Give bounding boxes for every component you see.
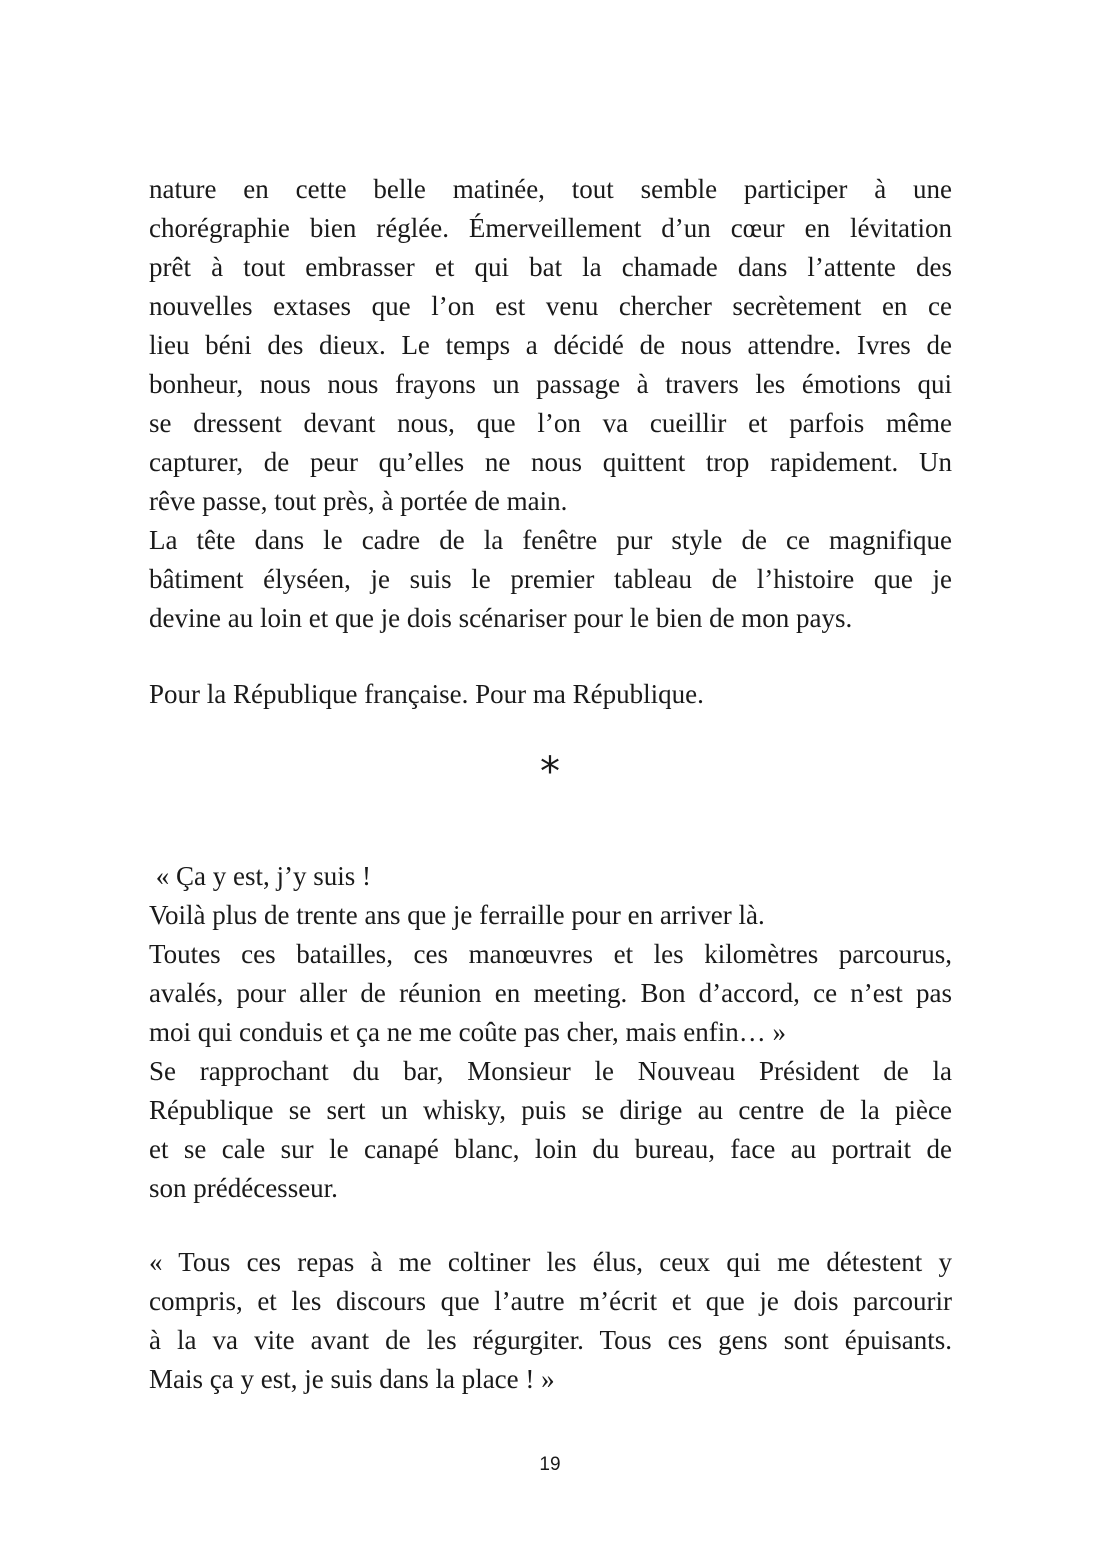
text-line: et se cale sur le canapé blanc, loin du bureau, face au portrait de: [149, 1134, 952, 1164]
text-line: capturer, de peur qu’elles ne nous quittent trop rapidement. Un: [149, 447, 952, 477]
dialogue-meals: [149, 1243, 952, 1399]
body-text-meals: [149, 1243, 952, 1399]
text-line: bonheur, nous nous frayons un passage à travers les émotions qui: [149, 369, 952, 399]
text-line: Toutes ces batailles, ces manœuvres et les kilomètres parcourus,: [149, 939, 952, 969]
text-line: son prédécesseur.: [149, 1173, 338, 1203]
text-line: devine au loin et que je dois scénariser pour le bien de mon pays.: [149, 603, 853, 633]
body-text-top: [149, 170, 952, 638]
text-line: Mais ça y est, je suis dans la place ! »: [149, 1364, 555, 1394]
text-line: rêve passe, tout près, à portée de main.: [149, 486, 568, 516]
text-line: nature en cette belle matinée, tout semble participer à une: [149, 174, 952, 204]
text-line: chorégraphie bien réglée. Émerveillement d’un cœur en lévitation: [149, 213, 952, 243]
page-number: 19: [539, 1454, 561, 1475]
text-line: « Tous ces repas à me coltiner les élus, ceux qui me détestent y: [149, 1247, 952, 1277]
text-line: lieu béni des dieux. Le temps a décidé de nous attendre. Ivres de: [149, 330, 952, 360]
paragraph-republic: Pour la République française. Pour ma République.: [149, 679, 704, 709]
body-text-republic: [149, 675, 952, 714]
paragraph-morning: [149, 170, 952, 521]
text-line: République se sert un whisky, puis se dirige au centre de la pièce: [149, 1095, 952, 1125]
text-line: Voilà plus de trente ans que je ferraille pour en arriver là.: [149, 900, 765, 930]
paragraph-president: [149, 1052, 952, 1208]
paragraph-window: [149, 521, 952, 638]
text-line: prêt à tout embrasser et qui bat la chamade dans l’attente des: [149, 252, 952, 282]
section-separator: *: [540, 749, 560, 795]
text-line: bâtiment élyséen, je suis le premier tableau de l’histoire que je: [149, 564, 952, 594]
text-line: Se rapprochant du bar, Monsieur le Nouveau Président de la: [149, 1056, 952, 1086]
text-line: à la va vite avant de les régurgiter. Tous ces gens sont épuisants.: [149, 1325, 952, 1355]
text-line: La tête dans le cadre de la fenêtre pur style de ce magnifique: [149, 525, 952, 555]
text-line: se dressent devant nous, que l’on va cueillir et parfois même: [149, 408, 952, 438]
body-text-dialogue: [149, 857, 952, 1208]
text-line: compris, et les discours que l’autre m’écrit et que je dois parcourir: [149, 1286, 952, 1316]
text-line: moi qui conduis et ça ne me coûte pas cher, mais enfin… »: [149, 1017, 786, 1047]
dialogue-opening: [149, 857, 952, 1052]
text-line: avalés, pour aller de réunion en meeting. Bon d’accord, ce n’est pas: [149, 978, 952, 1008]
text-line: nouvelles extases que l’on est venu chercher secrètement en ce: [149, 291, 952, 321]
text-line: « Ça y est, j’y suis !: [149, 861, 371, 891]
